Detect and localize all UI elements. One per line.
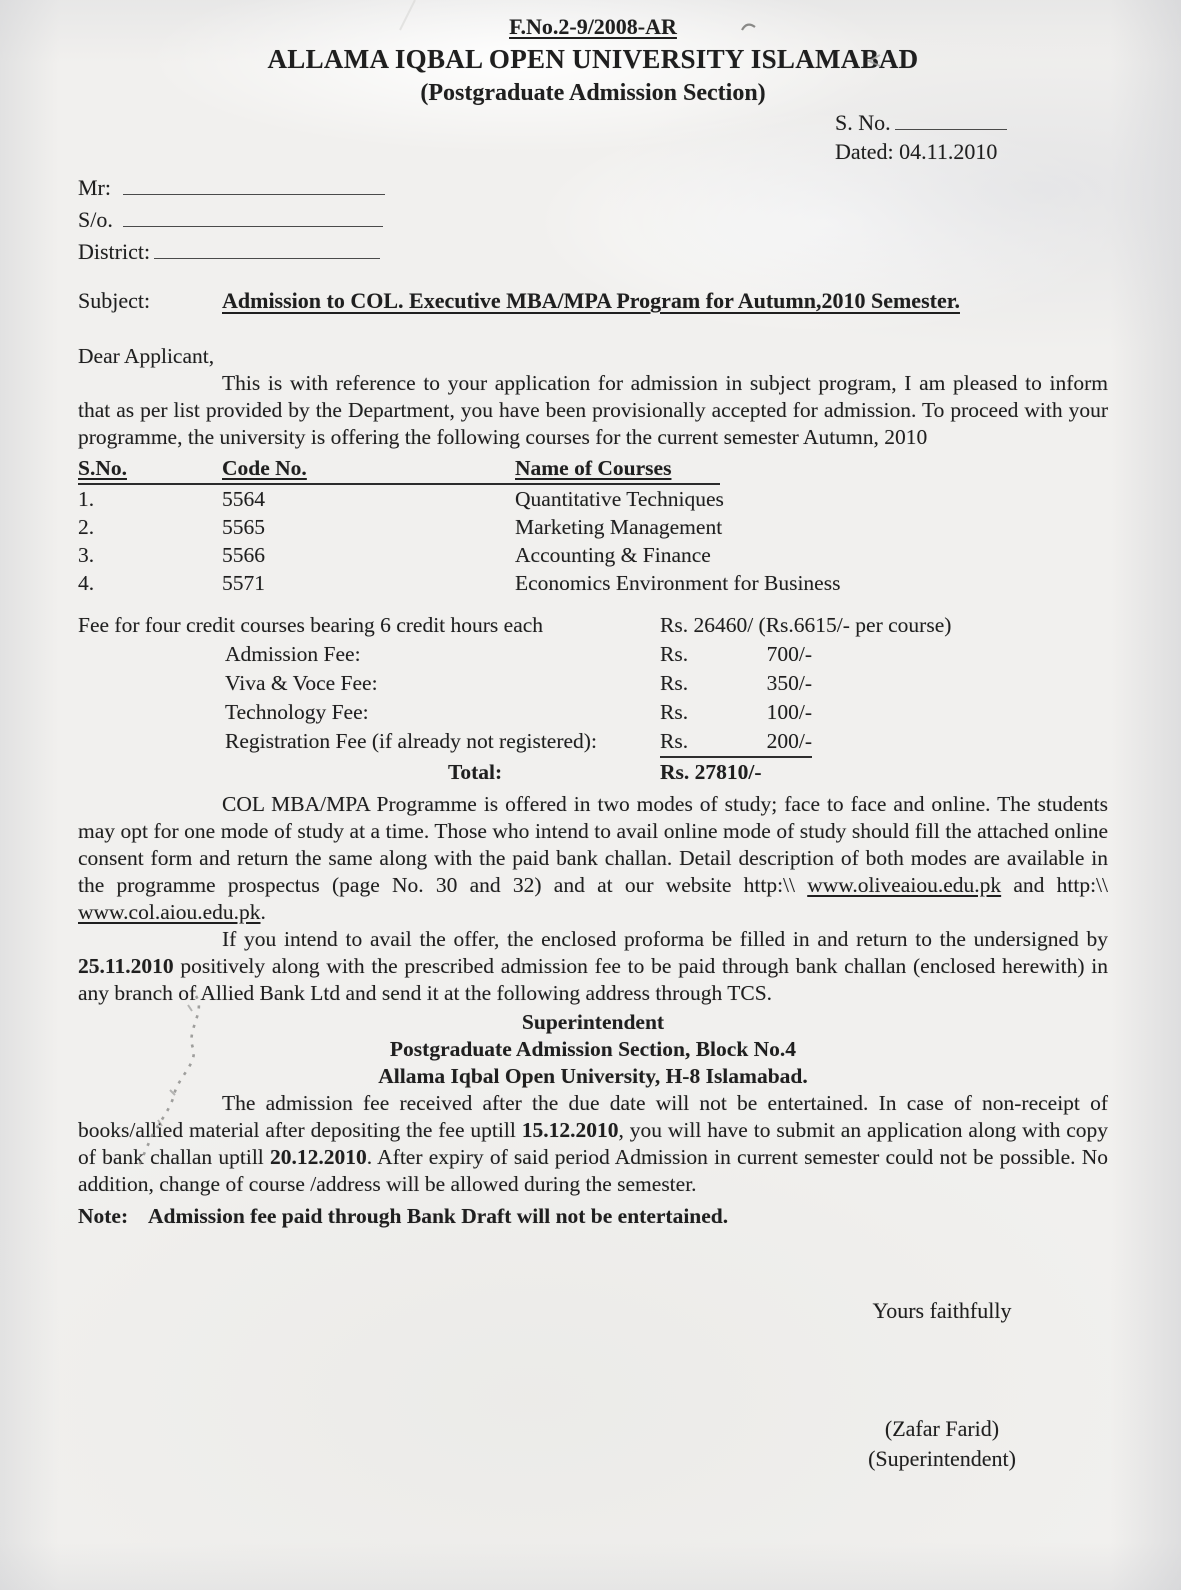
challan-due-date: 20.12.2010 — [269, 1145, 367, 1169]
fee-label: Viva & Voce Fee: — [225, 671, 378, 695]
address-line-university: Allama Iqbal Open University, H-8 Islamabad. — [378, 1064, 808, 1088]
fee-amount: 100/- — [766, 700, 812, 724]
row-sno: 1. — [78, 487, 95, 511]
salutation: Dear Applicant, — [78, 344, 215, 368]
subject-text: Admission to COL. Executive MBA/MPA Program for Autumn,2010 Semester. — [222, 288, 960, 313]
address-line-superintendent: Superintendent — [521, 1010, 665, 1034]
note-label: Note: — [78, 1204, 129, 1228]
table-row — [78, 485, 1108, 513]
courses-header-row — [78, 455, 720, 485]
fee-item-row — [78, 669, 1108, 698]
fee-credit-label: Fee for four credit courses bearing 6 credit hours each — [78, 613, 544, 637]
mr-label: Mr: — [78, 175, 111, 200]
serial-number-label: S. No. — [835, 110, 891, 135]
fee-item-row — [78, 727, 1108, 758]
signatory-name: (Zafar Farid) — [884, 1416, 1000, 1441]
fee-label: Registration Fee (if already not registered): — [225, 729, 597, 753]
dated-line: Dated: 04.11.2010 — [835, 139, 998, 164]
fee-currency: Rs. — [660, 729, 689, 753]
fee-total-value: Rs. 27810/- — [660, 760, 762, 784]
fee-label: Technology Fee: — [225, 700, 369, 724]
intro-paragraph: This is with reference to your application for admission in subject program, I am pleased to inform that as per list provided by the Department, you have been provisionally accepted for admission. To proceed with your programme, the university is offering the following courses for the current semester Autumn, 2010 — [78, 371, 1108, 449]
table-row — [78, 541, 1108, 569]
courses-table — [78, 455, 1108, 597]
subject-row — [78, 286, 1108, 316]
row-course-name: Economics Environment for Business — [515, 571, 841, 595]
books-due-date: 15.12.2010 — [521, 1118, 619, 1142]
header-code: Code No. — [222, 456, 307, 480]
row-code: 5565 — [222, 515, 265, 539]
mr-blank — [123, 174, 385, 195]
serial-number-blank — [895, 109, 1007, 130]
fee-amount: 200/- — [766, 729, 812, 753]
row-course-name: Marketing Management — [515, 515, 723, 539]
fee-currency: Rs. — [660, 642, 689, 666]
due-date-paragraph: The admission fee received after the due date will not be entertained. In case of non-receipt of books/allied material after depositing the fee uptill 15.12.2010, you will have to submit an application along with copy of bank challan uptill 20.12.2010. After expiry of said period Admission in current semester could not be possible. No addition, change of course /address will be allowed during the semester. — [78, 1091, 1109, 1196]
fee-label: Admission Fee: — [225, 642, 361, 666]
fees-block — [78, 611, 1108, 787]
so-label: S/o. — [78, 207, 113, 232]
row-sno: 4. — [78, 571, 95, 595]
fee-amount: 700/- — [766, 642, 812, 666]
file-number: F.No.2-9/2008-AR — [509, 14, 677, 39]
closing-block — [830, 1296, 1054, 1474]
department-name: (Postgraduate Admission Section) — [420, 80, 766, 106]
so-blank — [123, 206, 383, 227]
fee-item-row — [78, 698, 1108, 727]
row-code: 5571 — [222, 571, 265, 595]
serial-date-block — [835, 108, 1108, 166]
table-row — [78, 513, 1108, 541]
website-url-col: www.col.aiou.edu.pk — [78, 900, 261, 924]
row-sno: 2. — [78, 515, 95, 539]
modes-paragraph: COL MBA/MPA Programme is offered in two modes of study; face to face and online. The students may opt for one mode of study at a time. Those who intend to avail online mode of study should fill the attached online consent form and return the same along with the paid bank challan. Detail description of both modes are available in the programme prospectus (page No. 30 and 32) and at our website http:\\ www.oliveaiou.edu.pk and http:\\ www.col.aiou.edu.pk. — [78, 792, 1108, 924]
letterhead — [78, 0, 1108, 108]
return-address-block — [78, 1009, 1108, 1090]
row-code: 5566 — [222, 543, 265, 567]
offer-paragraph: If you intend to avail the offer, the enclosed proforma be filled in and return to the undersigned by 25.11.2010 positively along with the prescribed admission fee to be paid through bank challan (enclosed herewith) in any branch of Allied Bank Ltd and send it at the following address through TCS. — [78, 927, 1108, 1005]
subject-label: Subject: — [78, 288, 151, 313]
district-blank — [154, 238, 380, 259]
district-label: District: — [78, 239, 151, 264]
header-sno: S.No. — [78, 456, 127, 480]
so-field — [78, 204, 1108, 236]
row-code: 5564 — [222, 487, 265, 511]
fee-currency: Rs. — [660, 671, 689, 695]
fee-total-row — [78, 758, 1108, 787]
university-name: ALLAMA IQBAL OPEN UNIVERSITY ISLAMABAD — [267, 44, 919, 74]
district-field — [78, 236, 1108, 268]
fee-registration-underlined — [660, 727, 812, 758]
row-course-name: Quantitative Techniques — [515, 487, 724, 511]
fee-credit-value: Rs. 26460/ (Rs.6615/- per course) — [660, 613, 952, 637]
note-row — [78, 1202, 1108, 1230]
signatory-title: (Superintendent) — [868, 1446, 1016, 1471]
letter-content — [78, 0, 1108, 1230]
header-name: Name of Courses — [515, 456, 672, 480]
valediction: Yours faithfully — [872, 1298, 1012, 1323]
mr-field — [78, 172, 1108, 204]
table-row — [78, 569, 1108, 597]
address-line-section: Postgraduate Admission Section, Block No.4 — [389, 1037, 797, 1061]
note-text: Admission fee paid through Bank Draft will not be entertained. — [148, 1204, 729, 1228]
row-sno: 3. — [78, 543, 95, 567]
row-course-name: Accounting & Finance — [515, 543, 711, 567]
fee-total-label: Total: — [448, 760, 503, 784]
website-url-olive: www.oliveaiou.edu.pk — [807, 873, 1002, 897]
fee-item-row — [78, 640, 1108, 669]
addressee-block — [78, 172, 1108, 268]
fee-currency: Rs. — [660, 700, 689, 724]
fee-amount: 350/- — [766, 671, 812, 695]
fee-credit-row — [78, 611, 1108, 640]
serial-number-line — [835, 108, 1108, 137]
deadline-date: 25.11.2010 — [78, 954, 174, 978]
